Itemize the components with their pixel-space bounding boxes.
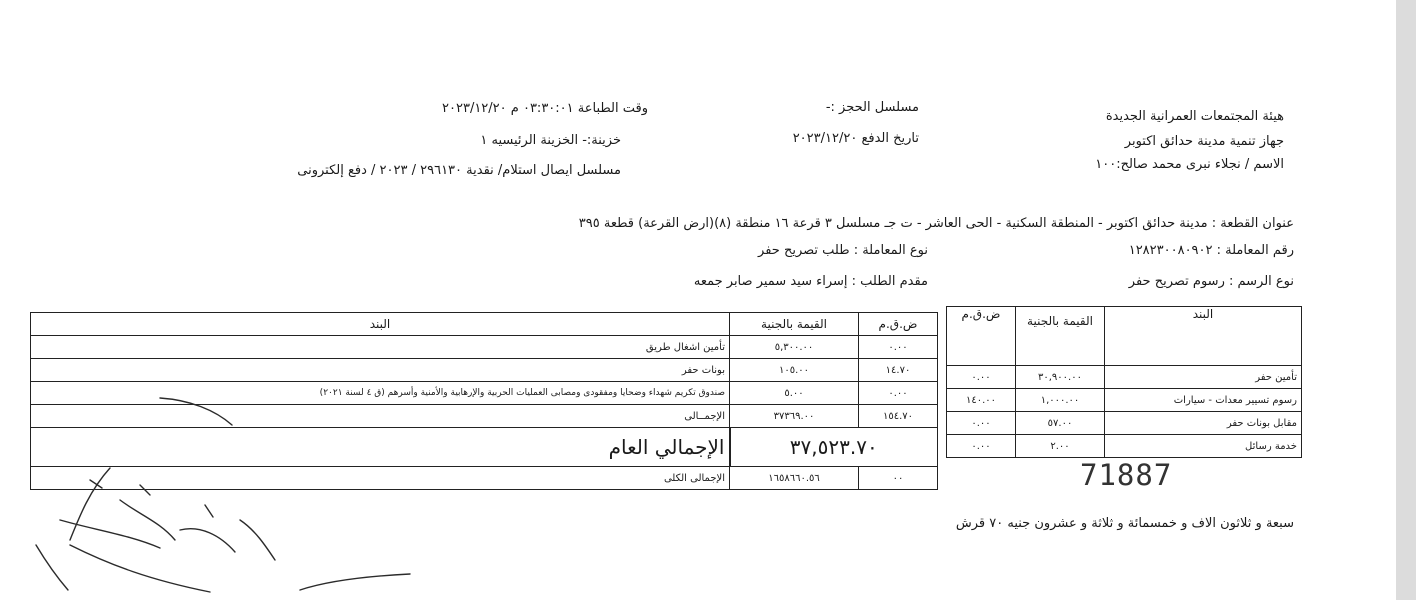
row-value: ٢.٠٠ <box>1016 435 1105 458</box>
row-value: ٣٧٣٦٩.٠٠ <box>730 405 859 428</box>
row-value: ٥.٠٠ <box>730 382 859 405</box>
col-header-item: البند <box>31 313 730 336</box>
applicant: مقدم الطلب : إسراء سيد سمير صابر جمعه <box>693 274 928 289</box>
row-item: صندوق تكريم شهداء وضحايا ومفقودى ومصابى العمليات الحربية والإرهابية والأمنية وأسرهم (ق ٤ لسنة ٢٠٢١) <box>31 382 730 405</box>
row-value: ١,٠٠٠.٠٠ <box>1016 389 1105 412</box>
row-vat: ٠.٠٠ <box>947 366 1016 389</box>
row-value: ٣٠,٩٠٠.٠٠ <box>1016 366 1105 389</box>
receipt-serial: مسلسل ايصال استلام/ نقدية ٢٩٦١٣٠ / ٢٠٢٣ / دفع إلكترونى <box>297 163 621 178</box>
row-vat: ١٤.٧٠ <box>859 359 938 382</box>
col-header-vat: ض.ق.م <box>859 313 938 336</box>
row-vat: ٠.٠٠ <box>947 412 1016 435</box>
col-header-value: القيمة بالجنية <box>1016 307 1105 366</box>
handwritten-number: 71887 <box>1080 458 1173 492</box>
grand-total-value: ٣٧,٥٢٣.٧٠ <box>730 428 938 467</box>
overall-total-label: الإجمالى الكلى <box>31 467 730 490</box>
transaction-number: رقم المعاملة : ١٢٨٢٣٠٠٨٠٩٠٢ <box>1128 243 1294 258</box>
fee-type: نوع الرسم : رسوم تصريح حفر <box>1128 274 1294 289</box>
row-item: مقابل بونات حفر <box>1105 412 1302 435</box>
agency-name: جهاز تنمية مدينة حدائق اكتوبر <box>1124 134 1284 149</box>
plot-address: عنوان القطعة : مدينة حدائق اكتوبر - المنطقة السكنية - الحى العاشر - ت جـ مسلسل ٣ قرعة ١٦ منطقة (٨)(ارض القرعة) قطعة ٣٩٥ <box>578 216 1294 231</box>
row-vat: ٠.٠٠ <box>859 382 938 405</box>
row-vat: ٠.٠٠ <box>947 435 1016 458</box>
reservation-serial: مسلسل الحجز :- <box>825 100 919 115</box>
print-time: وقت الطباعة ٠٣:٣٠:٠١ م ٢٠٢٣/١٢/٢٠ <box>442 101 648 116</box>
row-item: رسوم تسيير معدات - سيارات <box>1105 389 1302 412</box>
col-header-value: القيمة بالجنية <box>730 313 859 336</box>
row-vat: ١٥٤.٧٠ <box>859 405 938 428</box>
treasury: خزينة:- الخزينة الرئيسيه ١ <box>480 133 621 148</box>
row-value: ٥,٣٠٠.٠٠ <box>730 336 859 359</box>
row-vat: ٠.٠٠ <box>859 336 938 359</box>
overall-total-value: ١٦٥٨٦٦٠.٥٦ <box>730 467 859 490</box>
authority-name: هيئة المجتمعات العمرانية الجديدة <box>1105 109 1284 124</box>
row-item: الإجمــالى <box>31 405 730 428</box>
owner-name: الاسم / نجلاء نبرى محمد صالح:١٠٠ <box>1095 157 1284 172</box>
payment-date: تاريخ الدفع ٢٠٢٣/١٢/٢٠ <box>792 131 919 146</box>
row-item: خدمة رسائل <box>1105 435 1302 458</box>
row-value: ١٠٥.٠٠ <box>730 359 859 382</box>
row-value: ٥٧.٠٠ <box>1016 412 1105 435</box>
row-item: تأمين حفر <box>1105 366 1302 389</box>
col-header-item: البند <box>1105 307 1302 366</box>
overall-total-vat: ٠٠ <box>859 467 938 490</box>
col-header-vat: ض.ق.م <box>947 307 1016 366</box>
grand-total-label: الإجمالي العام <box>31 428 730 467</box>
row-item: بونات حفر <box>31 359 730 382</box>
amount-in-words: سبعة و ثلاثون الاف و خمسمائة و ثلاثة و عشرون جنيه ٧٠ قرش <box>955 516 1294 531</box>
row-item: تأمين اشغال طريق <box>31 336 730 359</box>
transaction-type: نوع المعاملة : طلب تصريح حفر <box>758 243 928 258</box>
row-vat: ١٤٠.٠٠ <box>947 389 1016 412</box>
